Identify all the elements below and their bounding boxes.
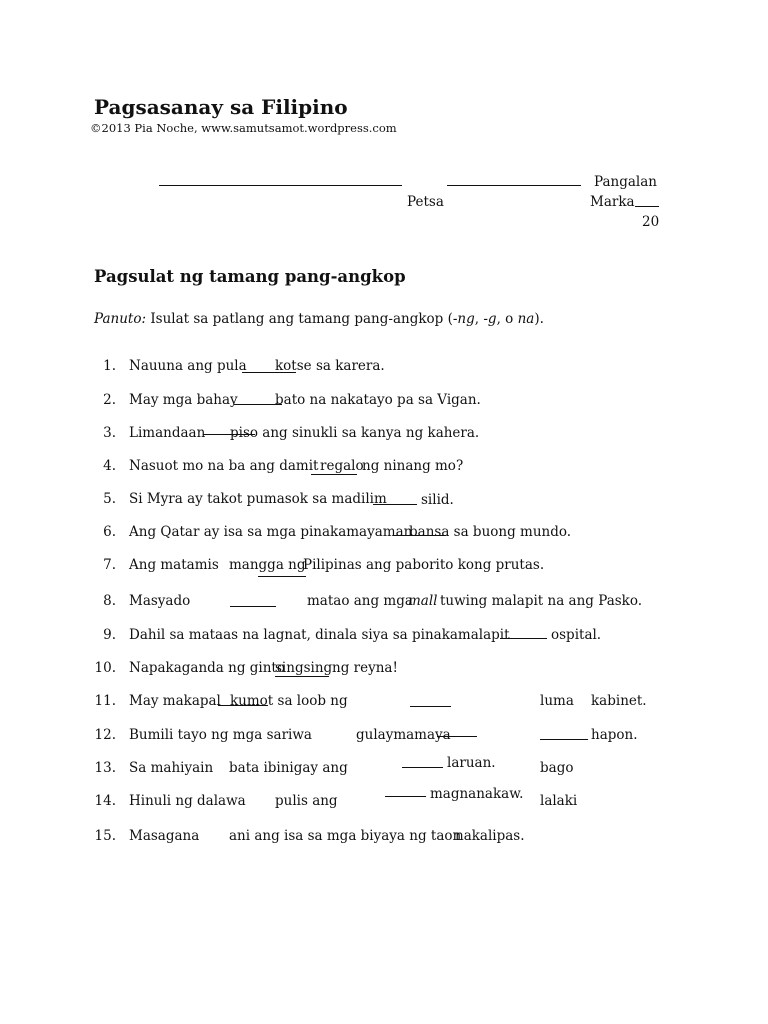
item-text: ani ang isa sa mga biyaya ng taon: [229, 828, 462, 844]
item-number: 4.: [103, 458, 116, 474]
item-text: luma: [540, 693, 574, 709]
item-answer-word: singsing: [275, 660, 333, 676]
item-number: 5.: [103, 491, 116, 507]
item-number: 14.: [94, 793, 116, 809]
answer-blank[interactable]: [373, 504, 417, 505]
item-text: bansa sa buong mundo.: [409, 524, 572, 540]
item-number: 10.: [94, 660, 116, 676]
item-text: laruan.: [447, 755, 496, 771]
name-label: Pangalan: [594, 174, 657, 190]
item-number: 6.: [103, 524, 116, 540]
item-number: 12.: [94, 727, 116, 743]
option-g: -g: [483, 311, 497, 327]
score-label: Marka: [590, 194, 635, 210]
instructions-label: Panuto:: [94, 311, 147, 327]
item-number: 1.: [103, 358, 116, 374]
date-blank-line: [447, 185, 581, 186]
option-ng: -ng: [452, 311, 475, 327]
item-text: hapon.: [591, 727, 638, 743]
item-text: nakalipas.: [455, 828, 525, 844]
item-text: Bumili tayo ng mga sariwa: [129, 727, 312, 743]
item-answer-word: mangga ng: [229, 557, 306, 573]
instructions: [94, 311, 544, 327]
answer-blank[interactable]: [410, 706, 451, 707]
item-text: tuwing malapit na ang Pasko.: [440, 593, 643, 609]
answer-blank[interactable]: [437, 736, 477, 737]
score-total: 20: [642, 214, 660, 230]
answer-blank[interactable]: [258, 576, 306, 577]
item-text: Ang matamis: [129, 557, 219, 573]
item-text: kabinet.: [591, 693, 647, 709]
item-number: 11.: [94, 693, 116, 709]
answer-blank[interactable]: [385, 796, 426, 797]
item-number: 9.: [103, 627, 116, 643]
item-text: kotse sa karera.: [275, 358, 385, 374]
item-text: Hinuli ng dalawa: [129, 793, 246, 809]
item-text: Ang Qatar ay isa sa mga pinakamayaman: [129, 524, 413, 540]
instructions-text: Isulat sa patlang ang tamang pang-angkop (: [146, 311, 453, 327]
item-number: 7.: [103, 557, 116, 573]
item-text: Nauuna ang pula: [129, 358, 247, 374]
instructions-text-end: ).: [534, 311, 544, 327]
score-blank-line: [635, 206, 659, 207]
answer-blank[interactable]: [311, 474, 357, 475]
item-text: May mga bahay: [129, 392, 238, 408]
answer-blank[interactable]: [230, 606, 276, 607]
item-text: kumot sa loob ng: [230, 693, 348, 709]
item-text: pulis ang: [275, 793, 338, 809]
item-text: Dahil sa mataas na lagnat, dinala siya sa pinakamalapit: [129, 627, 510, 643]
worksheet-title: Pagsasanay sa Filipino: [94, 95, 348, 119]
item-number: 15.: [94, 828, 116, 844]
item-text: gulaymamaya: [356, 727, 451, 743]
item-text: ng ninang mo?: [362, 458, 464, 474]
item-text: Si Myra ay takot pumasok sa madilim: [129, 491, 387, 507]
copyright-notice: ©2013 Pia Noche, www.samutsamot.wordpress.com: [90, 121, 397, 135]
item-number: 8.: [103, 593, 116, 609]
item-italic-word: mall: [408, 593, 438, 609]
item-text: silid.: [421, 492, 454, 508]
name-blank-line: [159, 185, 402, 186]
item-text: Masagana: [129, 828, 200, 844]
item-text: bago: [540, 760, 574, 776]
instructions-separator: ,: [474, 311, 484, 327]
answer-blank[interactable]: [540, 739, 588, 740]
item-text: bata ibinigay ang: [229, 760, 348, 776]
item-text: magnanakaw.: [430, 786, 524, 802]
section-title: Pagsulat ng tamang pang-angkop: [94, 267, 406, 286]
item-text: Napakaganda ng ginto: [129, 660, 285, 676]
item-number: 2.: [103, 392, 116, 408]
item-text: Pilipinas ang paborito kong prutas.: [303, 557, 545, 573]
instructions-separator: , o: [496, 311, 518, 327]
answer-blank[interactable]: [402, 767, 443, 768]
answer-blank[interactable]: [500, 638, 547, 639]
item-text: piso ang sinukli sa kanya ng kahera.: [230, 425, 480, 441]
item-number: 13.: [94, 760, 116, 776]
item-text: Sa mahiyain: [129, 760, 214, 776]
item-text: May makapal: [129, 693, 221, 709]
option-na: na: [517, 311, 535, 327]
item-text: ospital.: [551, 627, 602, 643]
answer-blank[interactable]: [275, 676, 329, 677]
date-label: Petsa: [407, 194, 444, 210]
item-text: Limandaan: [129, 425, 206, 441]
item-text: ng reyna!: [332, 660, 398, 676]
item-text: Masyado: [129, 593, 191, 609]
item-text: matao ang mga: [307, 593, 413, 609]
item-answer-word: regalo: [320, 458, 364, 474]
item-text: lalaki: [540, 793, 578, 809]
item-text: bato na nakatayo pa sa Vigan.: [275, 392, 481, 408]
item-number: 3.: [103, 425, 116, 441]
item-text: Nasuot mo na ba ang damit: [129, 458, 319, 474]
